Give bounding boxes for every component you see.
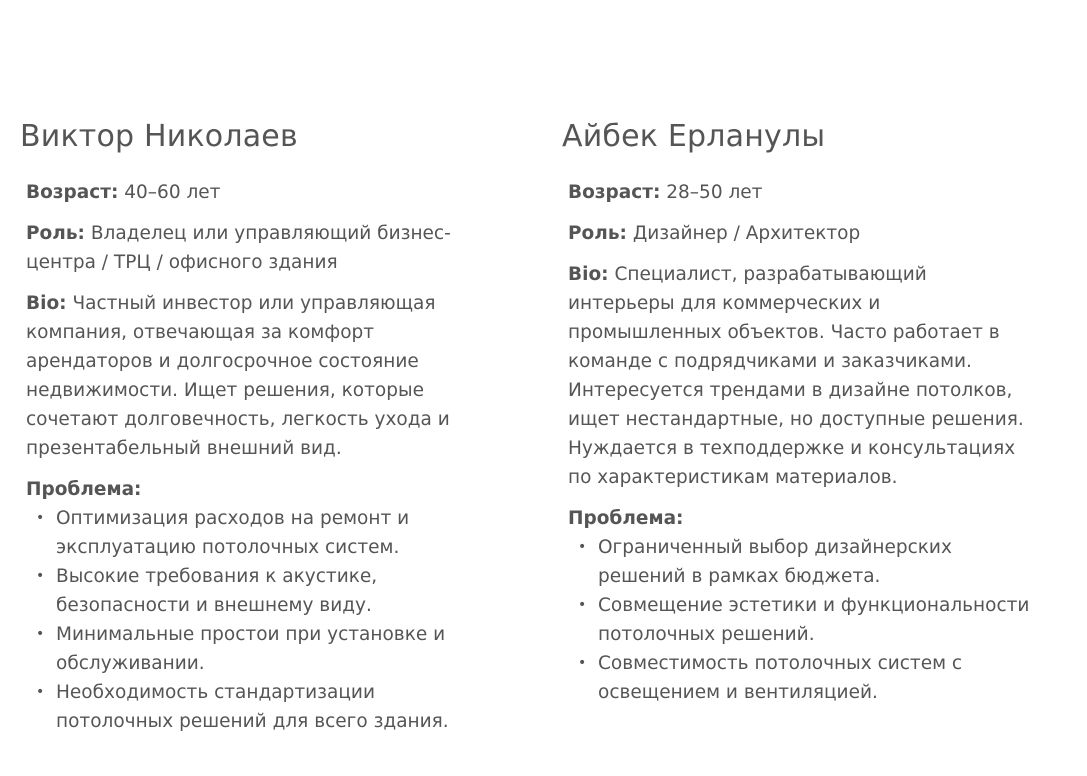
bio-label: Bio:: [26, 293, 67, 314]
problem-text: Высокие требования к акустике, безопасности и внешнему виду.: [56, 566, 378, 616]
problem-text: Ограниченный выбор дизайнерских решений в рамках бюджета.: [598, 537, 952, 587]
persona-card-1: [20, 118, 490, 736]
age-value: 28–50 лет: [666, 182, 763, 203]
list-item: [578, 649, 1038, 707]
age-label: Возраст:: [568, 182, 661, 203]
role-value: Владелец или управляющий бизнес-центра / ТРЦ / офисного здания: [26, 223, 451, 273]
persona-role: [26, 219, 461, 277]
bullet-icon: •: [36, 510, 45, 526]
bullet-icon: •: [36, 684, 45, 700]
problem-text: Необходимость стандартизации потолочных решений для всего здания.: [56, 682, 449, 732]
role-label: Роль:: [568, 223, 627, 244]
persona-name: Айбек Ерланулы: [562, 119, 826, 154]
list-item: [36, 620, 476, 678]
bullet-icon: •: [578, 597, 587, 613]
bullet-icon: •: [36, 568, 45, 584]
problem-label: Проблема:: [568, 508, 684, 529]
problem-label: Проблема:: [26, 479, 142, 500]
problem-text: Оптимизация расходов на ремонт и эксплуатацию потолочных систем.: [56, 508, 410, 558]
persona-age: [26, 178, 461, 207]
problem-list: [20, 504, 476, 736]
bio-value: Частный инвестор или управляющая компания, отвечающая за комфорт арендаторов и долгосрочное состояние недвижимости. Ищет решения, которые сочетают долговечность, легкость ухода и презентабельный внешний вид.: [26, 293, 450, 459]
role-value: Дизайнер / Архитектор: [632, 223, 861, 244]
persona-bio: [568, 260, 1038, 492]
problem-text: Минимальные простои при установке и обслуживании.: [56, 624, 446, 674]
bullet-icon: •: [36, 626, 45, 642]
persona-age: [568, 178, 1038, 207]
role-label: Роль:: [26, 223, 85, 244]
age-label: Возраст:: [26, 182, 119, 203]
list-item: [36, 678, 476, 736]
list-item: [578, 591, 1038, 649]
problem-text: Совместимость потолочных систем с освещением и вентиляцией.: [598, 653, 963, 703]
persona-role: [568, 219, 1038, 248]
persona-name: Виктор Николаев: [20, 119, 298, 154]
bio-value: Специалист, разрабатывающий интерьеры для коммерческих и промышленных объектов. Часто работает в команде с подрядчиками и заказчиками. Интересуется трендами в дизайне потолков, ищет нестандартные, но доступные решения. Нуждается в техподдержке и консультациях по характеристикам материалов.: [568, 264, 1024, 488]
problem-list: [562, 533, 1038, 707]
list-item: [36, 562, 476, 620]
bullet-icon: •: [578, 655, 587, 671]
list-item: [36, 504, 476, 562]
age-value: 40–60 лет: [124, 182, 221, 203]
persona-bio: [26, 289, 461, 463]
persona-card-2: [562, 118, 1032, 707]
problem-text: Совмещение эстетики и функциональности потолочных решений.: [598, 595, 1030, 645]
bio-label: Bio:: [568, 264, 609, 285]
list-item: [578, 533, 1038, 591]
bullet-icon: •: [578, 539, 587, 555]
